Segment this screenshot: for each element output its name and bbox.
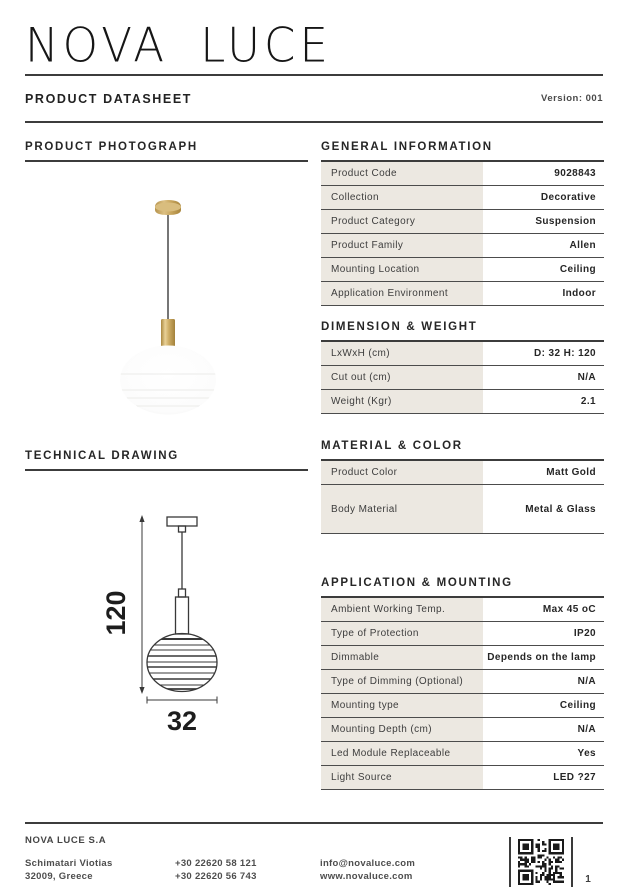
row-value: LED ?27 bbox=[553, 772, 596, 783]
drawing-connector-bottom bbox=[179, 589, 186, 597]
drawing-canopy bbox=[167, 517, 197, 526]
row-value: Depends on the lamp bbox=[487, 652, 596, 663]
ceiling-canopy bbox=[155, 200, 181, 215]
qr-left-bar bbox=[509, 837, 511, 887]
general-information-section bbox=[321, 141, 604, 306]
row-label: Product Color bbox=[321, 461, 483, 484]
general-information-title: GENERAL INFORMATION bbox=[321, 141, 604, 162]
row-label: Mounting Location bbox=[321, 258, 483, 281]
table-row bbox=[321, 622, 604, 646]
drawing-socket bbox=[176, 597, 189, 634]
drawing-section-title: TECHNICAL DRAWING bbox=[25, 450, 308, 471]
row-value: N/A bbox=[577, 676, 596, 687]
table-row bbox=[321, 162, 604, 186]
width-dimension-label: 32 bbox=[166, 706, 198, 736]
application-mounting-table bbox=[321, 598, 604, 790]
table-row bbox=[321, 210, 604, 234]
table-row bbox=[321, 342, 604, 366]
table-row bbox=[321, 718, 604, 742]
technical-drawing-figure bbox=[25, 471, 308, 745]
drawing-connector-top bbox=[179, 526, 186, 532]
drawing-section bbox=[25, 450, 308, 745]
qr-block bbox=[509, 837, 603, 887]
row-label: Dimmable bbox=[321, 646, 483, 669]
phone-line1: +30 22620 58 121 bbox=[175, 858, 257, 869]
table-row bbox=[321, 258, 604, 282]
row-label: Weight (Kgr) bbox=[321, 390, 483, 413]
document-title: PRODUCT DATASHEET bbox=[25, 91, 193, 106]
table-row bbox=[321, 485, 604, 534]
row-label: Light Source bbox=[321, 766, 483, 789]
table-row bbox=[321, 461, 604, 485]
row-value: Indoor bbox=[562, 288, 596, 299]
row-value: Yes bbox=[577, 748, 596, 759]
address-line1: Schimatari Viotias bbox=[25, 858, 113, 869]
phone-block bbox=[175, 857, 320, 883]
row-value: Suspension bbox=[535, 216, 596, 227]
height-dimension bbox=[101, 515, 145, 694]
left-column bbox=[25, 141, 308, 790]
address-line2: 32009, Greece bbox=[25, 871, 93, 882]
lamp-socket bbox=[161, 319, 175, 350]
page-number: 1 bbox=[585, 874, 591, 885]
material-color-title: MATERIAL & COLOR bbox=[321, 440, 604, 461]
page-footer bbox=[25, 822, 603, 883]
photo-section-title: PRODUCT PHOTOGRAPH bbox=[25, 141, 308, 162]
row-value: N/A bbox=[577, 724, 596, 735]
table-row bbox=[321, 234, 604, 258]
technical-drawing bbox=[25, 471, 308, 745]
row-label: Type of Dimming (Optional) bbox=[321, 670, 483, 693]
phone-line2: +30 22620 56 743 bbox=[175, 871, 257, 882]
brand-logo bbox=[25, 16, 603, 74]
datasheet-page bbox=[0, 16, 628, 889]
row-value: Matt Gold bbox=[546, 467, 596, 478]
row-label: Mounting type bbox=[321, 694, 483, 717]
version-label: Version: 001 bbox=[541, 93, 603, 104]
row-label: Collection bbox=[321, 186, 483, 209]
dimension-weight-section bbox=[321, 321, 604, 414]
height-dimension-label: 120 bbox=[101, 590, 131, 636]
row-value: Allen bbox=[569, 240, 596, 251]
dimension-weight-table bbox=[321, 342, 604, 414]
row-value: IP20 bbox=[573, 628, 596, 639]
row-label: Ambient Working Temp. bbox=[321, 598, 483, 621]
row-value: 9028843 bbox=[554, 168, 596, 179]
row-value: N/A bbox=[577, 372, 596, 383]
row-label: Body Material bbox=[321, 485, 483, 533]
document-subheader bbox=[25, 76, 603, 121]
table-row bbox=[321, 186, 604, 210]
table-row bbox=[321, 742, 604, 766]
drawing-globe bbox=[147, 634, 217, 692]
pendant-lamp-photo bbox=[25, 162, 308, 445]
row-label: Led Module Replaceable bbox=[321, 742, 483, 765]
row-value: 2.1 bbox=[580, 396, 596, 407]
brand-wordmark: NOVA LUCE bbox=[25, 17, 332, 73]
row-label: LxWxH (cm) bbox=[321, 342, 483, 365]
row-value: Max 45 oC bbox=[542, 604, 596, 615]
row-label: Cut out (cm) bbox=[321, 366, 483, 389]
row-label: Type of Protection bbox=[321, 622, 483, 645]
row-label: Product Family bbox=[321, 234, 483, 257]
row-label: Mounting Depth (cm) bbox=[321, 718, 483, 741]
table-row bbox=[321, 670, 604, 694]
contact-block bbox=[320, 857, 490, 883]
dimension-weight-title: DIMENSION & WEIGHT bbox=[321, 321, 604, 342]
table-row bbox=[321, 694, 604, 718]
row-value: Decorative bbox=[540, 192, 596, 203]
general-information-table bbox=[321, 162, 604, 306]
material-color-table bbox=[321, 461, 604, 534]
table-row bbox=[321, 766, 604, 790]
application-mounting-title: APPLICATION & MOUNTING bbox=[321, 577, 604, 598]
row-value: Metal & Glass bbox=[525, 503, 596, 515]
main-content bbox=[25, 141, 603, 790]
table-row bbox=[321, 598, 604, 622]
right-column bbox=[321, 141, 604, 790]
glass-globe bbox=[120, 346, 216, 415]
table-row bbox=[321, 646, 604, 670]
product-photograph bbox=[25, 162, 308, 445]
width-dimension bbox=[147, 697, 217, 737]
row-value: D: 32 H: 120 bbox=[533, 348, 596, 359]
material-color-section bbox=[321, 440, 604, 534]
row-value: Ceiling bbox=[559, 264, 596, 275]
email-text: info@novaluce.com bbox=[320, 858, 416, 869]
table-row bbox=[321, 366, 604, 390]
address-block bbox=[25, 857, 175, 883]
website-text: www.novaluce.com bbox=[320, 871, 413, 882]
row-label: Product Category bbox=[321, 210, 483, 233]
application-mounting-section bbox=[321, 577, 604, 790]
row-label: Product Code bbox=[321, 162, 483, 185]
table-row bbox=[321, 282, 604, 306]
qr-code bbox=[518, 839, 564, 885]
company-name: NOVA LUCE S.A bbox=[25, 835, 107, 846]
row-label: Application Environment bbox=[321, 282, 483, 305]
subheader-divider bbox=[25, 121, 603, 123]
table-row bbox=[321, 390, 604, 414]
row-value: Ceiling bbox=[559, 700, 596, 711]
